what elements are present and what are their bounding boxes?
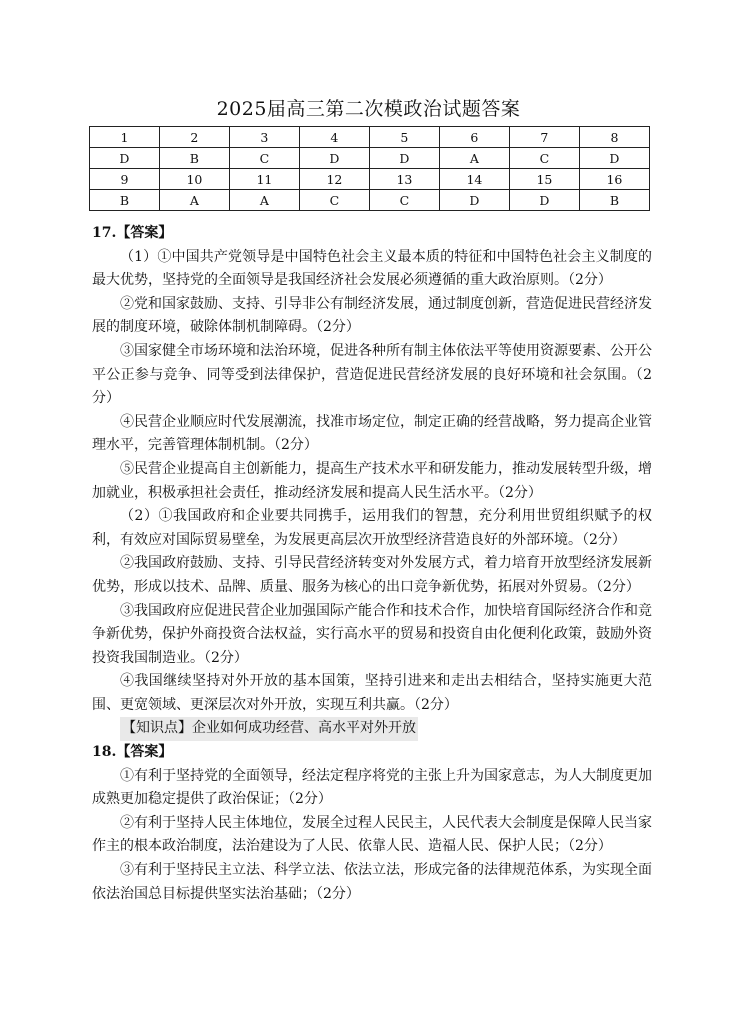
q17-part1-point: ④民营企业顺应时代发展潮流，找准市场定位，制定正确的经营战略，努力提高企业管理水平，完善管理体制机制。（2分） [92,413,652,454]
table-cell: 14 [439,169,509,190]
q17-part2-point: ④我国继续坚持对外开放的基本国策，坚持引进来和走出去相结合，坚持实施更大范围、更宽领域、更深层次对外开放，实现互利共赢。（2分） [92,673,652,713]
table-cell: 8 [579,127,649,148]
table-cell: B [90,190,160,211]
table-cell: 6 [439,127,509,148]
table-cell: D [90,148,160,169]
table-cell: A [159,190,229,211]
table-cell: C [509,148,579,169]
table-cell: D [369,148,439,169]
table-cell: A [439,148,509,169]
table-cell: 4 [299,127,369,148]
table-cell: D [509,190,579,211]
table-row [90,190,650,211]
table-cell: 15 [509,169,579,190]
q18-point: ③有利于坚持民主立法、科学立法、依法立法，形成完备的法律规范体系，为实现全面依法治国总目标提供坚实法治基础；（2分） [92,862,652,902]
table-row [90,127,650,148]
table-row [90,169,650,190]
table-cell: 2 [159,127,229,148]
q17-part2-point: （2）①我国政府和企业要共同携手，运用我们的智慧，充分利用世贸组织赋予的权利，有效应对国际贸易壁垒，为发展更高层次开放型经济营造良好的外部环境。（2分） [92,508,652,548]
q17-heading: 17.【答案】 [92,225,173,241]
table-cell: 13 [369,169,439,190]
table-cell: D [579,148,649,169]
table-cell: 5 [369,127,439,148]
q18-point: ①有利于坚持党的全面领导，经法定程序将党的主张上升为国家意志，为人大制度更加成熟更加稳定提供了政治保证；（2分） [92,767,652,808]
q18-point: ②有利于坚持人民主体地位，发展全过程人民民主，人民代表大会制度是保障人民当家作主的根本政治制度，法治建设为了人民、依靠人民、造福人民、保护人民；（2分） [92,814,652,855]
answer-content [92,222,652,906]
table-cell: 11 [229,169,299,190]
table-cell: C [299,190,369,211]
answer-table [89,126,650,211]
table-cell: C [229,148,299,169]
table-row [90,148,650,169]
q18-heading: 18.【答案】 [92,744,173,761]
q17-part1-point: ②党和国家鼓励、支持、引导非公有制经济发展，通过制度创新，营造促进民营经济发展的制度环境，破除体制机制障碍。（2分） [92,295,652,336]
table-cell: 16 [579,169,649,190]
table-cell: D [299,148,369,169]
q17-part2-point: ②我国政府鼓励、支持、引导民营经济转变对外发展方式，着力培育开放型经济发展新优势，形成以技术、品牌、质量、服务为核心的出口竞争新优势，拓展对外贸易。（2分） [92,555,652,595]
q17-part1-point: ⑤民营企业提高自主创新能力，提高生产技术水平和研发能力，推动发展转型升级，增加就业，积极承担社会责任，推动经济发展和提高人民生活水平。（2分） [92,460,652,501]
table-cell: 1 [90,127,160,148]
table-cell: B [159,148,229,169]
page-title: 2025届高三第二次模政治试题答案 [216,98,521,120]
table-cell: 3 [229,127,299,148]
table-cell: 7 [509,127,579,148]
table-cell: A [229,190,299,211]
table-cell: C [369,190,439,211]
q17-part2-point: ③我国政府应促进民营企业加强国际产能合作和技术合作，加快培育国际经济合作和竞争新优势，保护外商投资合法权益，实行高水平的贸易和投资自由化便利化政策，鼓励外资投资我国制造业。（2分） [92,602,652,666]
table-cell: 12 [299,169,369,190]
table-cell: D [439,190,509,211]
table-cell: 9 [90,169,160,190]
table-cell: 10 [159,169,229,190]
knowledge-point: 【知识点】企业如何成功经营、高水平对外开放 [120,717,418,741]
q17-part1-point: ③国家健全市场环境和法治环境，促进各种所有制主体依法平等使用资源要素、公开公平公正参与竞争、同等受到法律保护，营造促进民营经济发展的良好环境和社会氛围。（2分） [92,342,652,407]
q17-part1-point: （1）①中国共产党领导是中国特色社会主义最本质的特征和中国特色社会主义制度的最大优势，坚持党的全面领导是我国经济社会发展必须遵循的重大政治原则。（2分） [92,248,652,289]
table-cell: B [579,190,649,211]
